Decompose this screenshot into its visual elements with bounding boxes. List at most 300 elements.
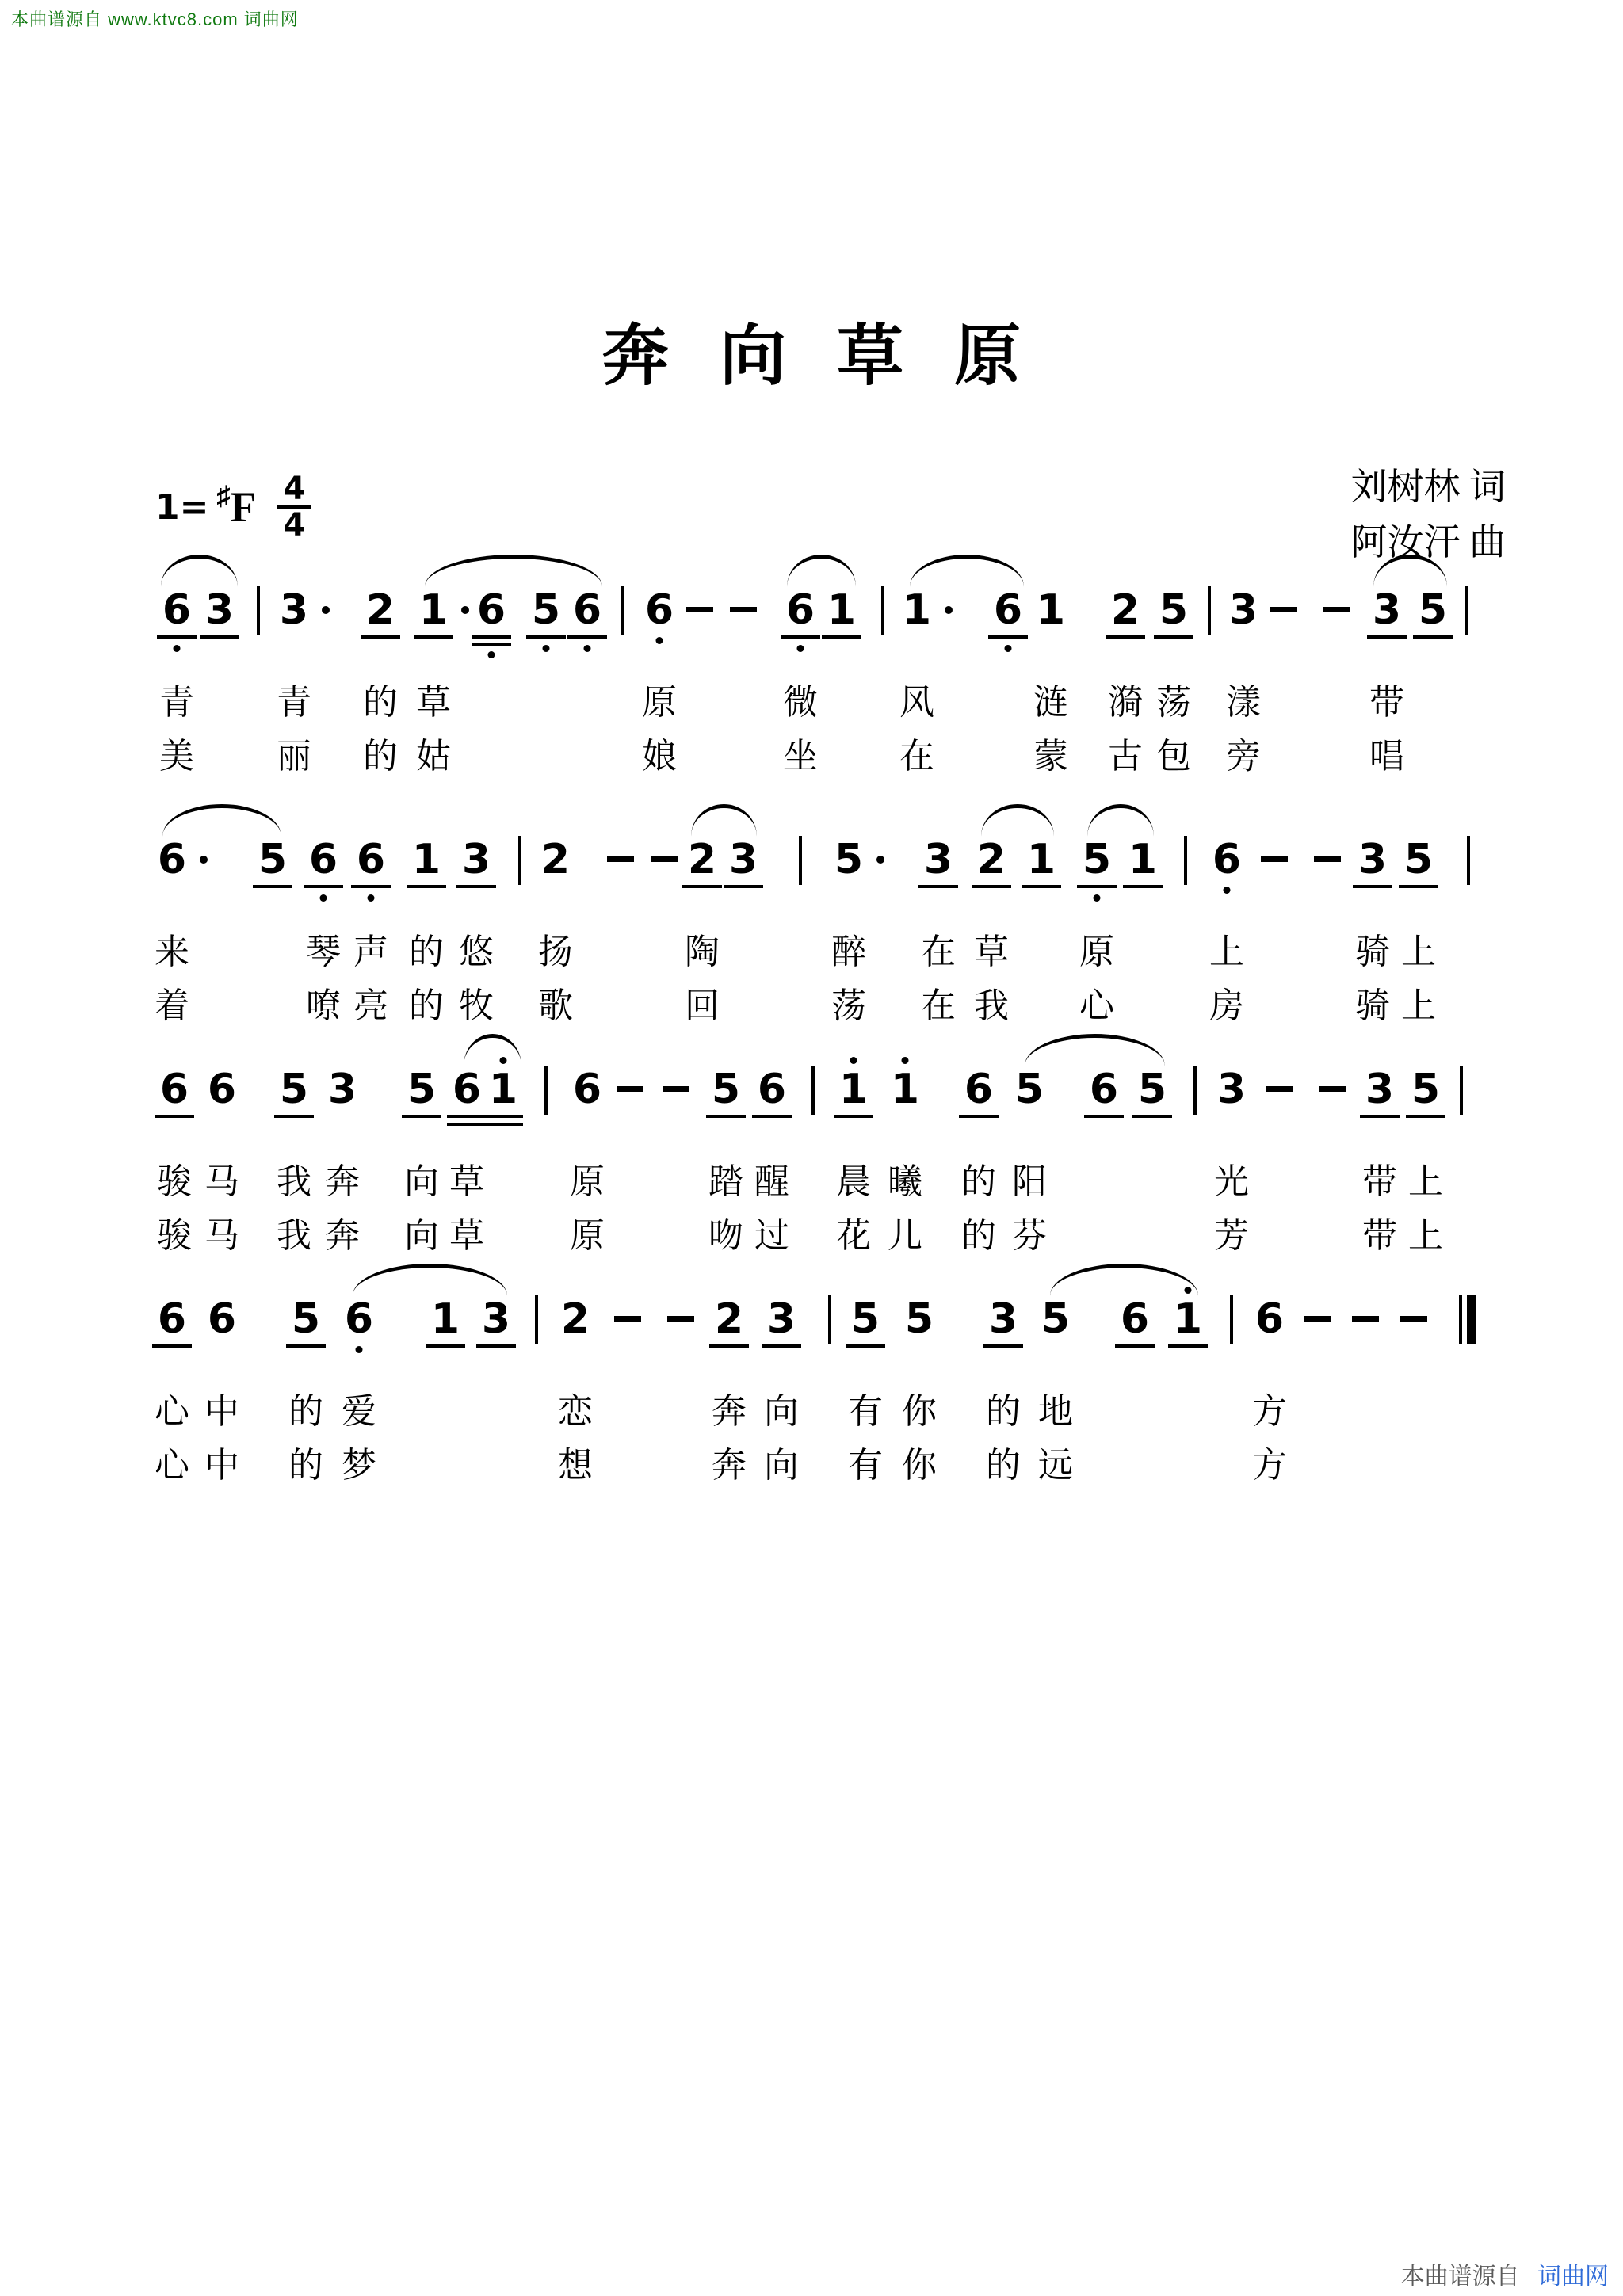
barline (799, 836, 802, 885)
lyric-verse1: 陶 (685, 933, 720, 971)
note: 1 (881, 1069, 929, 1110)
barline (828, 1295, 831, 1344)
octave-dot-below (320, 894, 327, 902)
octave-dot-below (1005, 645, 1012, 652)
note-underline (1154, 635, 1193, 639)
barline (621, 586, 624, 635)
lyric-verse1: 青 (159, 683, 194, 722)
note: 6 (151, 1069, 198, 1110)
note-underline (1360, 1115, 1400, 1118)
note-underline (781, 635, 820, 639)
lyric-verse2: 回 (685, 986, 720, 1025)
lyric-verse1: 原 (570, 1162, 605, 1201)
lyric-verse1: 琴 (306, 933, 341, 971)
duration-dash (614, 1316, 641, 1322)
lyric-verse1: 带 (1362, 1162, 1397, 1201)
key-signature (155, 472, 311, 542)
note: 6 (955, 1069, 1002, 1110)
note-underline (1123, 885, 1163, 888)
slur-arc (1373, 555, 1447, 590)
note: 5 (398, 1069, 445, 1110)
note: 3 (327, 1066, 357, 1113)
note: 5 (702, 1069, 750, 1110)
lyric-verse2: 带 (1362, 1216, 1397, 1255)
note-underline (1077, 885, 1117, 888)
barline (1184, 836, 1187, 885)
lyric-verse1: 上 (1408, 1162, 1443, 1201)
lyric-verse2: 坐 (783, 737, 818, 776)
barline (812, 1066, 815, 1115)
note: 6 (563, 589, 611, 631)
lyric-verse1: 方 (1252, 1392, 1287, 1431)
composer-credit: 阿汝汗 曲 (1350, 522, 1506, 563)
duration-dash (1323, 607, 1350, 612)
note: 5 (282, 1299, 330, 1340)
duration-dash (1270, 607, 1297, 612)
lyric-verse1: 声 (353, 933, 388, 971)
note-underline (483, 1123, 523, 1126)
slur-arc (1050, 1264, 1198, 1299)
lyric-verse2: 的 (986, 1446, 1021, 1485)
note: 6 (1203, 839, 1251, 880)
note-underline (822, 635, 861, 639)
note: 5 (1409, 589, 1457, 631)
note-underline (834, 1115, 873, 1118)
lyric-verse1: 上 (1401, 933, 1436, 971)
lyric-verse1: 原 (1079, 933, 1114, 971)
lyric-verse2: 在 (921, 986, 956, 1025)
slur-arc (981, 804, 1054, 840)
sharp-icon: ♯ (216, 482, 231, 511)
note-underline (1168, 1344, 1208, 1348)
barline (1465, 586, 1468, 635)
slur-arc (691, 804, 757, 840)
lyric-verse2: 骏 (157, 1216, 192, 1255)
lyric-verse1: 阳 (1012, 1162, 1047, 1201)
octave-dot-above (850, 1057, 857, 1064)
lyric-verse1: 草 (974, 933, 1009, 971)
lyric-verse1: 曦 (888, 1162, 922, 1201)
lyric-verse2: 原 (570, 1216, 605, 1255)
lyric-verse2: 奔 (712, 1446, 747, 1485)
note-underline (1084, 1115, 1124, 1118)
music-system (0, 551, 1623, 776)
lyric-verse2: 姑 (416, 737, 451, 776)
octave-dot-below (797, 645, 804, 652)
barline (518, 836, 521, 885)
lyric-verse2: 心 (155, 1446, 189, 1485)
note: 1 (1018, 839, 1065, 880)
note-underline (274, 1115, 314, 1118)
note-underline (476, 1344, 516, 1348)
note: 1 (818, 589, 865, 631)
note-underline (414, 635, 453, 639)
note: 6 (572, 1066, 602, 1113)
lyric-verse2: 嘹 (306, 986, 341, 1025)
duration-dash (1304, 1316, 1331, 1322)
lyric-verse2: 心 (1079, 986, 1114, 1025)
octave-dot-below (543, 645, 550, 652)
lyric-verse2: 上 (1408, 1216, 1443, 1255)
barline (535, 1295, 538, 1344)
note-underline (762, 1344, 801, 1348)
note-underline (709, 1344, 749, 1348)
note: 6 (148, 839, 196, 880)
note: 6 (207, 1066, 237, 1113)
lyric-verse1: 马 (204, 1162, 239, 1201)
note: 2 (705, 1299, 753, 1340)
lyric-verse2: 包 (1156, 737, 1191, 776)
note-underline (361, 635, 400, 639)
lyric-verse1: 我 (277, 1162, 311, 1201)
lyric-verse1: 的 (363, 683, 398, 722)
note: 3 (1228, 586, 1258, 634)
key-tonic: F (230, 483, 257, 531)
slur-arc (353, 1264, 507, 1299)
lyric-verse2: 房 (1209, 986, 1244, 1025)
time-signature (277, 472, 311, 542)
duration-dash (1261, 856, 1288, 862)
octave-dot-above (1185, 1287, 1192, 1294)
note-underline (846, 1344, 885, 1348)
lyric-verse1: 的 (288, 1392, 323, 1431)
lyric-verse2: 芳 (1214, 1216, 1249, 1255)
note: 6 (1111, 1299, 1159, 1340)
note-underline (1115, 1344, 1155, 1348)
octave-dot-above (500, 1057, 507, 1064)
note: 6 (148, 1299, 196, 1340)
barline (1193, 1066, 1197, 1115)
lyric-verse2: 奔 (325, 1216, 360, 1255)
note: 1 (422, 1299, 469, 1340)
lyric-verse2: 马 (204, 1216, 239, 1255)
note-underline (304, 885, 343, 888)
note-underline (407, 885, 446, 888)
lyric-verse1: 奔 (712, 1392, 747, 1431)
duration-dash (663, 1086, 689, 1092)
duration-dash (651, 856, 678, 862)
note: 6 (1254, 1295, 1285, 1343)
octave-dot-below (1224, 887, 1231, 894)
lyric-verse2: 远 (1038, 1446, 1073, 1485)
note-underline (526, 635, 566, 639)
song-title: 奔向草原 (601, 320, 1071, 394)
note-underline (1106, 635, 1145, 639)
note: 2 (540, 836, 571, 883)
final-barline-thin (1459, 1295, 1462, 1344)
lyric-verse2: 我 (974, 986, 1009, 1025)
lyric-verse2: 在 (899, 737, 934, 776)
duration-dash (617, 1086, 643, 1092)
note: 1 (1036, 586, 1066, 634)
note: 3 (472, 1299, 520, 1340)
note-underline (567, 635, 607, 639)
lyric-verse1: 醒 (754, 1162, 789, 1201)
note-underline (918, 885, 958, 888)
duration-dot (322, 606, 330, 614)
note: 2 (1102, 589, 1149, 631)
lyric-verse1: 奔 (325, 1162, 360, 1201)
note: 1 (830, 1069, 877, 1110)
barline (1467, 836, 1470, 885)
lyric-verse2: 亮 (353, 986, 388, 1025)
note: 5 (1073, 839, 1121, 880)
note: 2 (560, 1295, 590, 1343)
lyric-verse1: 悠 (459, 933, 494, 971)
lyric-verse2: 唱 (1369, 737, 1404, 776)
lyric-verse1: 骑 (1355, 933, 1390, 971)
note: 3 (720, 839, 767, 880)
note: 5 (249, 839, 296, 880)
note: 3 (1356, 1069, 1403, 1110)
note-underline (200, 635, 239, 639)
lyric-verse1: 漾 (1226, 683, 1261, 722)
note-underline (483, 1115, 523, 1118)
slur-arc (464, 1034, 521, 1070)
lyric-verse2: 花 (836, 1216, 871, 1255)
lyric-verse1: 恋 (558, 1392, 593, 1431)
lyric-verse1: 向 (404, 1162, 439, 1201)
duration-dash (686, 607, 713, 612)
lyric-verse1: 荡 (1156, 683, 1191, 722)
note: 1 (1119, 839, 1167, 880)
note: 5 (1402, 1069, 1449, 1110)
lyric-verse2: 方 (1252, 1446, 1287, 1485)
note-underline (724, 885, 763, 888)
watermark-top: 本曲谱源自 www.ktvc8.com 词曲网 (11, 10, 299, 29)
lyric-verse1: 扬 (538, 933, 573, 971)
note-underline (972, 885, 1011, 888)
note-underline (1132, 1115, 1172, 1118)
note: 3 (980, 1299, 1027, 1340)
duration-dash (1400, 1316, 1427, 1322)
note: 3 (758, 1299, 805, 1340)
duration-dash (730, 607, 757, 612)
final-barline-thick (1467, 1295, 1476, 1344)
duration-dash (1352, 1316, 1379, 1322)
note: 1 (479, 1069, 527, 1110)
slur-arc (1087, 804, 1154, 840)
barline (881, 586, 884, 635)
note: 2 (357, 589, 404, 631)
lyric-verse1: 的 (986, 1392, 1021, 1431)
slur-arc (1025, 1034, 1165, 1070)
time-signature-denominator: 4 (283, 507, 306, 543)
lyric-verse2: 吻 (708, 1216, 743, 1255)
octave-dot-above (902, 1057, 909, 1064)
note: 1 (893, 589, 941, 631)
slur-arc (910, 555, 1024, 590)
lyric-verse1: 你 (902, 1392, 937, 1431)
lyric-verse1: 向 (764, 1392, 799, 1431)
lyric-verse2: 歌 (538, 986, 573, 1025)
note: 1 (410, 589, 457, 631)
duration-dash (1266, 1086, 1293, 1092)
slur-arc (787, 555, 856, 590)
note: 3 (1216, 1066, 1247, 1113)
note-underline (253, 885, 292, 888)
lyric-verse1: 爱 (342, 1392, 376, 1431)
barline (257, 586, 260, 635)
note: 5 (1150, 589, 1197, 631)
note: 3 (196, 589, 243, 631)
lyric-verse2: 过 (754, 1216, 789, 1255)
lyric-verse2: 古 (1108, 737, 1143, 776)
lyric-verse1: 中 (204, 1392, 239, 1431)
note-underline (472, 635, 511, 639)
duration-dot (945, 606, 953, 614)
note: 6 (1080, 1069, 1128, 1110)
note: 1 (403, 839, 450, 880)
lyric-verse1: 带 (1369, 683, 1404, 722)
lyric-verse1: 来 (155, 933, 189, 971)
note: 6 (468, 589, 515, 631)
lyric-verse1: 在 (921, 933, 956, 971)
note: 6 (777, 589, 824, 631)
note-underline (157, 635, 197, 639)
note: 3 (453, 839, 500, 880)
barline (1208, 586, 1211, 635)
lyric-verse2: 着 (155, 986, 189, 1025)
lyric-verse1: 的 (409, 933, 444, 971)
note: 3 (1349, 839, 1396, 880)
lyric-verse2: 娘 (642, 737, 677, 776)
lyric-verse2: 儿 (888, 1216, 922, 1255)
watermark-bottom-site-link[interactable]: 词曲网 (1537, 2264, 1609, 2290)
note-underline (983, 1344, 1023, 1348)
lyric-verse2: 牧 (459, 986, 494, 1025)
barline (1230, 1295, 1233, 1344)
watermark-bottom-source: 本曲谱源自 (1400, 2264, 1520, 2290)
lyric-verse1: 地 (1038, 1392, 1073, 1431)
note: 6 (207, 1295, 237, 1343)
note: 2 (968, 839, 1015, 880)
note-underline (1413, 635, 1453, 639)
note: 5 (522, 589, 570, 631)
duration-dot (876, 856, 884, 864)
duration-dash (1319, 1086, 1346, 1092)
slur-arc (425, 555, 602, 590)
lyric-verse2: 美 (159, 737, 194, 776)
note: 5 (1041, 1295, 1071, 1343)
note: 6 (984, 589, 1032, 631)
lyric-verse1: 晨 (836, 1162, 871, 1201)
note-underline (1367, 635, 1407, 639)
slur-arc (161, 555, 238, 590)
lyric-verse1: 青 (277, 683, 311, 722)
note-underline (155, 1115, 194, 1118)
lyric-verse2: 蒙 (1033, 737, 1068, 776)
note: 6 (636, 589, 683, 631)
note: 5 (1395, 839, 1442, 880)
note-underline (447, 1115, 487, 1118)
lyric-verse2: 的 (409, 986, 444, 1025)
note: 6 (153, 589, 200, 631)
note-underline (1399, 885, 1438, 888)
note-underline (988, 635, 1028, 639)
octave-dot-below (1094, 894, 1101, 902)
note-underline (1022, 885, 1061, 888)
note: 5 (825, 839, 873, 880)
lyric-verse1: 骏 (157, 1162, 192, 1201)
note: 5 (1128, 1069, 1176, 1110)
note: 3 (915, 839, 962, 880)
lyric-verse2: 旁 (1226, 737, 1261, 776)
lyricist-credit: 刘树林 词 (1350, 467, 1506, 507)
slur-arc (162, 804, 281, 840)
lyric-verse2: 上 (1401, 986, 1436, 1025)
note: 3 (1363, 589, 1411, 631)
duration-dash (1314, 856, 1341, 862)
lyric-verse2: 想 (558, 1446, 593, 1485)
lyric-verse1: 原 (642, 683, 677, 722)
note: 5 (904, 1295, 934, 1343)
note-underline (286, 1344, 326, 1348)
note-underline (1353, 885, 1392, 888)
octave-dot-below (174, 645, 181, 652)
octave-dot-below (656, 637, 663, 644)
lyric-verse1: 涟 (1033, 683, 1068, 722)
octave-dot-below (488, 651, 495, 658)
watermark-bottom (1401, 2256, 1609, 2291)
lyric-verse2: 的 (288, 1446, 323, 1485)
lyric-verse2: 中 (204, 1446, 239, 1485)
note-underline (682, 885, 722, 888)
note: 6 (748, 1069, 796, 1110)
note: 6 (443, 1069, 491, 1110)
lyric-verse2: 你 (902, 1446, 937, 1485)
duration-dash (607, 856, 634, 862)
note-underline (1406, 1115, 1445, 1118)
octave-dot-below (356, 1346, 363, 1353)
lyric-verse2: 的 (363, 737, 398, 776)
lyric-verse1: 有 (848, 1392, 883, 1431)
lyric-verse1: 上 (1209, 933, 1244, 971)
lyric-verse1: 的 (961, 1162, 996, 1201)
lyric-verse2: 我 (277, 1216, 311, 1255)
note: 6 (335, 1299, 383, 1340)
note-underline (426, 1344, 465, 1348)
note: 6 (347, 839, 395, 880)
note-underline (959, 1115, 999, 1118)
lyric-verse2: 有 (848, 1446, 883, 1485)
note-underline (351, 885, 391, 888)
lyric-verse1: 草 (449, 1162, 484, 1201)
lyric-verse2: 草 (449, 1216, 484, 1255)
lyric-verse2: 的 (961, 1216, 996, 1255)
octave-dot-below (368, 894, 375, 902)
note: 2 (678, 839, 726, 880)
note: 3 (270, 589, 318, 631)
note-underline (706, 1115, 746, 1118)
lyric-verse2: 荡 (831, 986, 866, 1025)
note: 1 (1164, 1299, 1212, 1340)
note-underline (152, 1344, 192, 1348)
lyric-verse2: 梦 (342, 1446, 376, 1485)
note-underline (456, 885, 496, 888)
lyric-verse1: 漪 (1108, 683, 1143, 722)
note: 5 (270, 1069, 318, 1110)
lyric-verse2: 向 (764, 1446, 799, 1485)
lyric-verse2: 丽 (277, 737, 311, 776)
lyric-verse1: 光 (1214, 1162, 1249, 1201)
note-underline (752, 1115, 792, 1118)
lyric-verse1: 草 (416, 683, 451, 722)
time-signature-numerator: 4 (277, 472, 311, 509)
note: 5 (842, 1299, 889, 1340)
octave-dot-below (584, 645, 591, 652)
lyric-verse2: 向 (404, 1216, 439, 1255)
